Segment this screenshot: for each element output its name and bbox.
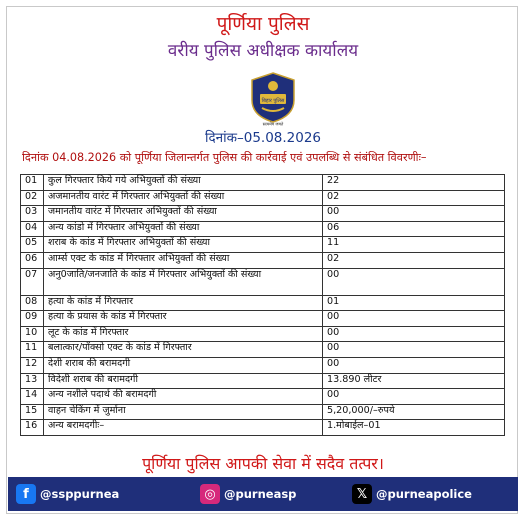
row-description: अजमानतीय वारंट में गिरफ्तार अभियुक्तों की संख्या xyxy=(44,190,323,206)
table-row xyxy=(21,252,505,268)
date-line: दिनांक–05.08.2026 xyxy=(204,130,322,146)
row-number: 11 xyxy=(21,342,44,358)
instagram-icon: ◎ xyxy=(200,484,220,504)
row-value: 02 xyxy=(323,252,505,268)
instagram-handle: @purneasp xyxy=(224,487,297,501)
row-value: 11 xyxy=(323,237,505,253)
facebook-handle: @ssppurnea xyxy=(40,487,120,501)
intro-text: दिनांक 04.08.2026 को पूर्णिया जिलान्तर्गत पुलिस की कार्रवाई एवं उपलब्धि से संबंधित विवरणीः– xyxy=(22,151,427,164)
row-description: अन्य कांडो में गिरफ्तार अभियुक्तों की संख्या xyxy=(44,221,323,237)
row-description: हत्या के प्रयास के कांड में गिरफ्तार xyxy=(44,311,323,327)
row-number: 06 xyxy=(21,252,44,268)
row-value: 02 xyxy=(323,190,505,206)
row-value: 13.890 लीटर xyxy=(323,373,505,389)
row-number: 09 xyxy=(21,311,44,327)
x-icon: 𝕏 xyxy=(352,484,372,504)
facebook-link[interactable] xyxy=(16,482,119,506)
x-link[interactable] xyxy=(352,482,472,506)
row-number: 01 xyxy=(21,175,44,191)
row-description: अन्य नशीले पदार्थ की बरामदगी xyxy=(44,389,323,405)
report-table xyxy=(20,174,505,436)
row-value: 06 xyxy=(323,221,505,237)
row-value: 00 xyxy=(323,268,505,295)
row-value: 00 xyxy=(323,342,505,358)
table-row xyxy=(21,420,505,436)
row-value: 01 xyxy=(323,295,505,311)
row-value: 22 xyxy=(323,175,505,191)
row-value: 00 xyxy=(323,389,505,405)
row-value: 00 xyxy=(323,357,505,373)
row-value: 00 xyxy=(323,311,505,327)
table-row xyxy=(21,268,505,295)
row-number: 04 xyxy=(21,221,44,237)
row-value: 00 xyxy=(323,206,505,222)
service-slogan: पूर्णिया पुलिस आपकी सेवा में सदैव तत्पर। xyxy=(142,454,384,473)
row-description: देशी शराब की बरामदगी xyxy=(44,357,323,373)
row-number: 16 xyxy=(21,420,44,436)
row-description: आर्म्स एक्ट के कांड में गिरफ्तार अभियुक्तों की संख्या xyxy=(44,252,323,268)
office-subtitle: वरीय पुलिस अधीक्षक कार्यालय xyxy=(167,41,359,61)
row-description: वाहन चेकिंग में जुर्माना xyxy=(44,404,323,420)
facebook-icon: f xyxy=(16,484,36,504)
row-description: हत्या के कांड में गिरफ्तार xyxy=(44,295,323,311)
row-number: 12 xyxy=(21,357,44,373)
row-number: 10 xyxy=(21,326,44,342)
row-description: अन्य बरामदगीः– xyxy=(44,420,323,436)
table-row xyxy=(21,357,505,373)
table-row xyxy=(21,175,505,191)
table-row xyxy=(21,389,505,405)
row-description: अनु0जाति/जनजाति के कांड में गिरफ्तार अभियुक्तों की संख्या xyxy=(44,268,323,295)
table-row xyxy=(21,342,505,358)
table-row xyxy=(21,221,505,237)
row-number: 14 xyxy=(21,389,44,405)
logo-text-top: बिहार पुलिस xyxy=(261,98,285,104)
row-number: 05 xyxy=(21,237,44,253)
row-number: 07 xyxy=(21,268,44,295)
logo-motto: सत्यमेव जयते xyxy=(262,121,284,126)
table-row xyxy=(21,190,505,206)
table-row xyxy=(21,404,505,420)
row-description: लूट के कांड में गिरफ्तार xyxy=(44,326,323,342)
row-number: 08 xyxy=(21,295,44,311)
page-title: पूर्णिया पुलिस xyxy=(216,13,310,35)
row-description: शराब के कांड में गिरफ्तार अभियुक्तों की संख्या xyxy=(44,237,323,253)
social-footer xyxy=(8,477,518,511)
row-value: 00 xyxy=(323,326,505,342)
row-description: कुल गिरफ्तार किये गये अभियुक्तों की संख्या xyxy=(44,175,323,191)
instagram-link[interactable] xyxy=(200,482,296,506)
table-row xyxy=(21,206,505,222)
row-value: 5,20,000/–रुपये xyxy=(323,404,505,420)
row-number: 13 xyxy=(21,373,44,389)
table-row xyxy=(21,237,505,253)
table-row xyxy=(21,373,505,389)
row-value: 1.मोबाईल–01 xyxy=(323,420,505,436)
row-description: विदेशी शराब की बरामदगी xyxy=(44,373,323,389)
row-number: 03 xyxy=(21,206,44,222)
row-description: जमानतीय वारंट में गिरफ्तार अभियुक्तों की संख्या xyxy=(44,206,323,222)
table-row xyxy=(21,311,505,327)
x-handle: @purneapolice xyxy=(376,487,472,501)
table-row xyxy=(21,295,505,311)
bihar-police-emblem-icon xyxy=(248,72,298,126)
table-row xyxy=(21,326,505,342)
row-description: बलात्कार/पॉक्सो एक्ट के कांड में गिरफ्तार xyxy=(44,342,323,358)
row-number: 15 xyxy=(21,404,44,420)
row-number: 02 xyxy=(21,190,44,206)
